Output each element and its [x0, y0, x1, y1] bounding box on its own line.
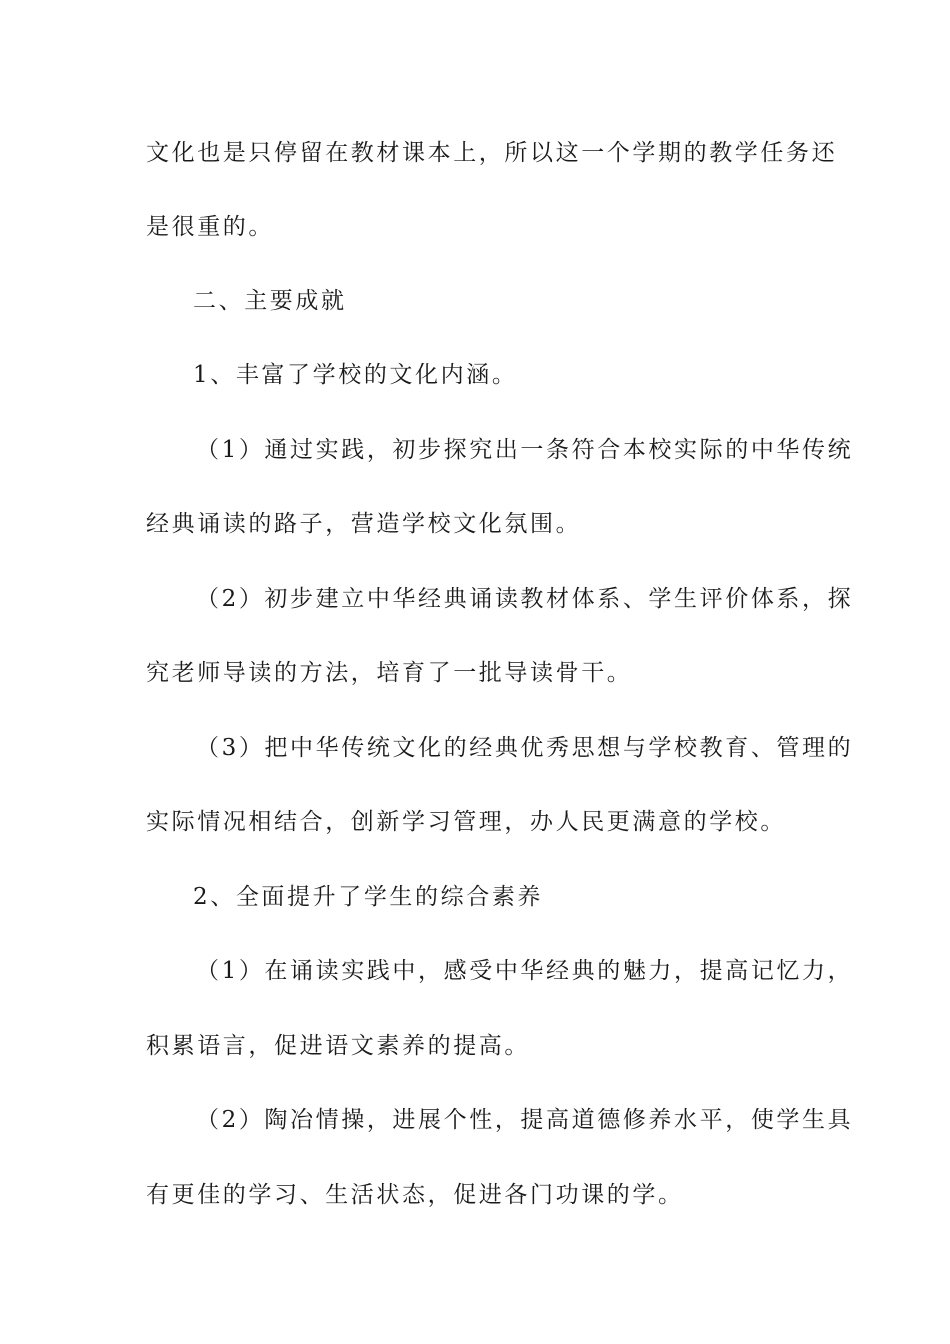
- text-line: （1）在诵读实践中，感受中华经典的魅力，提高记忆力，: [196, 958, 854, 984]
- subsection-heading: 2、全面提升了学生的综合素养: [193, 884, 544, 910]
- text-line: 究老师导读的方法，培育了一批导读骨干。: [146, 660, 633, 686]
- text-line: 积累语言，促进语文素养的提高。: [146, 1033, 530, 1059]
- text-line: 经典诵读的路子，营造学校文化氛围。: [146, 511, 582, 537]
- section-heading: 二、主要成就: [193, 288, 347, 314]
- text-line: 文化也是只停留在教材课本上，所以这一个学期的教学任务还: [146, 140, 838, 166]
- text-line: 是很重的。: [146, 214, 274, 240]
- text-line: （2）初步建立中华经典诵读教材体系、学生评价体系，探: [196, 586, 854, 612]
- text-line: （1）通过实践，初步探究出一条符合本校实际的中华传统: [196, 437, 854, 463]
- text-line: （2）陶冶情操，进展个性，提高道德修养水平，使学生具: [196, 1107, 854, 1133]
- subsection-heading: 1、丰富了学校的文化内涵。: [193, 362, 518, 388]
- text-line: （3）把中华传统文化的经典优秀思想与学校教育、管理的: [196, 735, 854, 761]
- text-line: 实际情况相结合，创新学习管理，办人民更满意的学校。: [146, 809, 786, 835]
- text-line: 有更佳的学习、生活状态，促进各门功课的学。: [146, 1182, 684, 1208]
